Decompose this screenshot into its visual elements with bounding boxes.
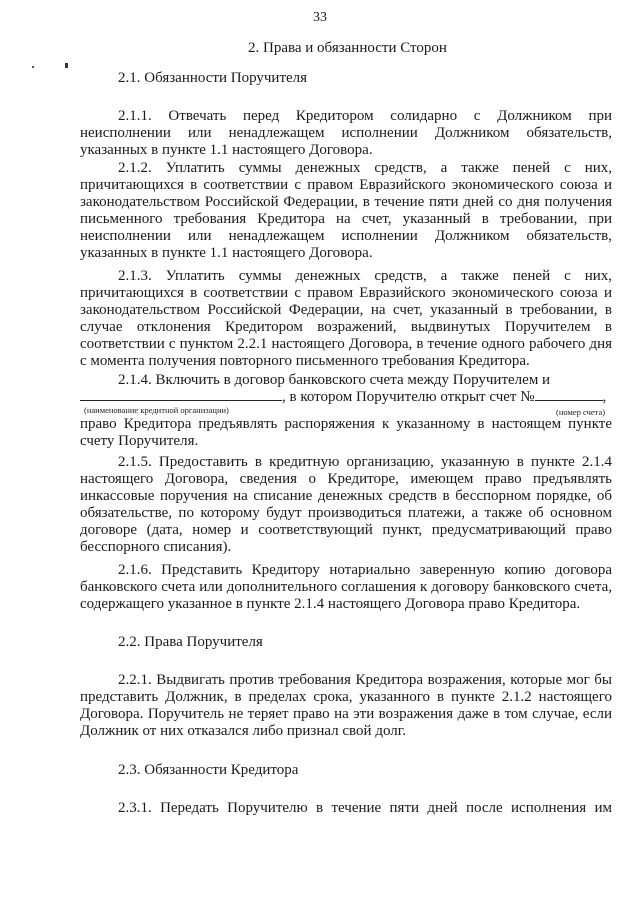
heading-2-3: 2.3. Обязанности Кредитора (118, 762, 299, 778)
page-number: 33 (313, 10, 327, 25)
paragraph-2-1-2: 2.1.2. Уплатить суммы денежных средств, а также пеней с них, причитающихся в соответствии с правом Евразийского экономического союза и законодательством Российской Федерации, в течение пяти дней со дня получения письменного требования Кредитора на счет, указанный в требовании, при неисполнении или ненадлежащем исполнении Должником обязательств, указанных в пункте 1.1 настоящего Договора. (80, 160, 612, 261)
paragraph-2-2-1: 2.2.1. Выдвигать против требования Кредитора возражения, которые мог бы представить Должник, в пределах срока, указанного в пункте 2.1.2 настоящего Договора. Поручитель не теряет право на эти возражения даже в том случае, если Должник от них отказался либо признал свой долг. (80, 672, 612, 739)
paragraph-2-1-3: 2.1.3. Уплатить суммы денежных средств, а также пеней с них, причитающихся в соответствии с правом Евразийского экономического союза и законодательством Российской Федерации, на счет, указанный в требовании, в случае отклонения Кредитором возражений, выдвинутых Поручителем в соответствии с пунктом 2.2.1 настоящего Договора, в течение одного рабочего дня с момента получения повторного письменного требования Кредитора. (80, 268, 612, 369)
paragraph-2-1-5: 2.1.5. Предоставить в кредитную организацию, указанную в пункте 2.1.4 настоящего Договора, сведения о Кредиторе, имеющем право предъявлять инкассовые поручения на списание денежных средств в бесспорном порядке, об обязательстве, по которому будут производиться платежи, а также об основном договоре (дата, номер и соответствующий пункт, предусматривающий право бесспорного списания). (80, 454, 612, 555)
paragraph-2-1-1: 2.1.1. Отвечать перед Кредитором солидарно с Должником при неисполнении или ненадлежащем исполнении Должником обязательств, указанных в пункте 1.1 настоящего Договора. (80, 108, 612, 158)
heading-2-1: 2.1. Обязанности Поручителя (118, 70, 308, 86)
account-number-blank (535, 388, 603, 401)
bank-name-caption: (наименование кредитной организации) (84, 405, 229, 415)
scan-speck (65, 63, 68, 68)
paragraph-2-1-6: 2.1.6. Представить Кредитору нотариально заверенную копию договора банковского счета или дополнительного соглашения к договору банковского счета, содержащего указанное в пункте 2.1.4 настоящего Договора право Кредитора. (80, 562, 612, 612)
section-title: 2. Права и обязанности Сторон (248, 40, 447, 56)
bank-name-blank (80, 388, 282, 401)
heading-2-2: 2.2. Права Поручителя (118, 634, 263, 650)
paragraph-2-1-4-line1: 2.1.4. Включить в договор банковского счета между Поручителем и (118, 372, 551, 388)
paragraph-2-1-4-line2: , в котором Поручителю открыт счет № , (80, 388, 612, 406)
scan-speck (32, 66, 34, 68)
paragraph-2-3-1: 2.3.1. Передать Поручителю в течение пяти дней после исполнения им (118, 800, 612, 816)
paragraph-2-1-4-rest: право Кредитора предъявлять распоряжения к указанному в настоящем пункте счету Поручителя. (80, 416, 612, 449)
account-number-caption: (номер счета) (556, 407, 606, 417)
